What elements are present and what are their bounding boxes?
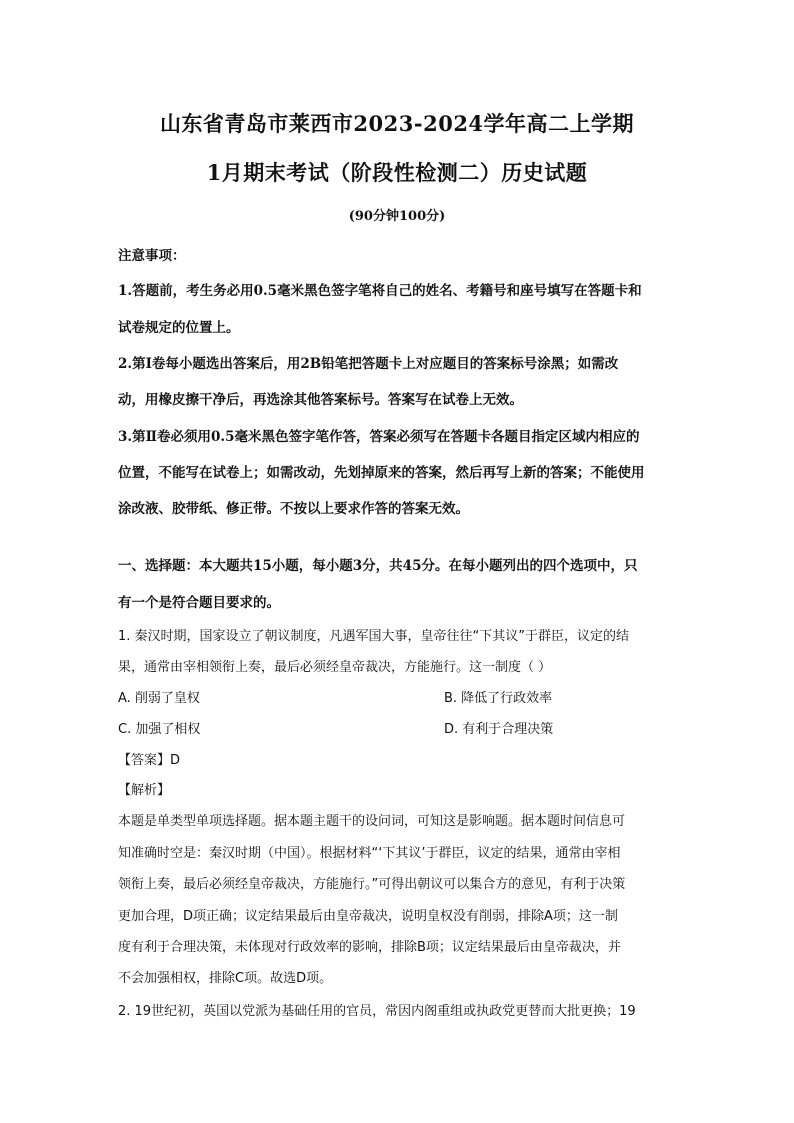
notice-line: 涂改液、胶带纸、修正带。不按以上要求作答的答案无效。 (118, 501, 469, 517)
analysis-line: 知准确时空是：秦汉时期（中国）。根据材料“‘下其议’于群臣，议定的结果，通常由宰相 (118, 846, 621, 861)
analysis-line: 更加合理，D项正确；议定结果最后由皇帝裁决，说明皇权没有削弱，排除A项；这一制 (118, 909, 618, 924)
notice-line: 2.第Ⅰ卷每小题选出答案后，用2B铅笔把答题卡上对应题目的答案标号涂黑；如需改 (118, 356, 619, 372)
option-c: C. 加强了相权 (118, 722, 201, 737)
exam-duration-score: (90分钟100分) (348, 209, 446, 224)
question-1-stem: 1. 秦汉时期，国家设立了朝议制度，凡遇军国大事，皇帝往往“下其议”于群臣，议定的结 (118, 629, 630, 644)
analysis-line: 本题是单类型单项选择题。据本题主题干的设问词，可知这是影响题。据本题时间信息可 (118, 814, 626, 829)
option-a: A. 削弱了皇权 (118, 691, 200, 706)
analysis-heading: 【解析】 (118, 783, 171, 798)
notice-line: 动，用橡皮擦干净后，再选涂其他答案标号。答案写在试卷上无效。 (118, 392, 523, 408)
analysis-line: 不会加强相权，排除C项。故选D项。 (118, 971, 333, 986)
question-1-stem: 果，通常由宰相领衔上奏，最后必须经皇帝裁决，方能施行。这一制度（ ） (118, 660, 552, 675)
question-2-stem: 2. 19世纪初，英国以党派为基础任用的官员，常因内阁重组或执政党更替而大批更换；19 (118, 1004, 636, 1019)
exam-title-line-1: 山东省青岛市莱西市2023-2024学年高二上学期 (159, 111, 635, 136)
notice-line: 试卷规定的位置上。 (118, 320, 240, 336)
section-heading: 一、选择题：本大题共15小题，每小题3分，共45分。在每小题列出的四个选项中，只 (118, 558, 638, 574)
notice-line: 位置，不能写在试卷上；如需改动，先划掉原来的答案，然后再写上新的答案；不能使用 (118, 465, 645, 481)
option-d: D. 有利于合理决策 (444, 722, 554, 737)
exam-title-line-2: 1月期末考试（阶段性检测二）历史试题 (206, 160, 588, 185)
analysis-line: 度有利于合理决策，未体现对行政效率的影响，排除B项；议定结果最后由皇帝裁决，并 (118, 940, 621, 955)
answer-label: 【答案】D (118, 753, 181, 768)
notice-line: 1.答题前，考生务必用0.5毫米黑色签字笔将自己的姓名、考籍号和座号填写在答题卡和 (118, 283, 642, 299)
notice-heading: 注意事项： (118, 248, 186, 264)
option-b: B. 降低了行政效率 (444, 691, 553, 706)
section-heading-cont: 有一个是符合题目要求的。 (118, 595, 280, 611)
analysis-line: 领衔上奏，最后必须经皇帝裁决，方能施行。”可得出朝议可以集合方的意见，有利于决策 (118, 877, 626, 892)
notice-line: 3.第Ⅱ卷必须用0.5毫米黑色签字笔作答，答案必须写在答题卡各题目指定区域内相应的 (118, 429, 640, 445)
